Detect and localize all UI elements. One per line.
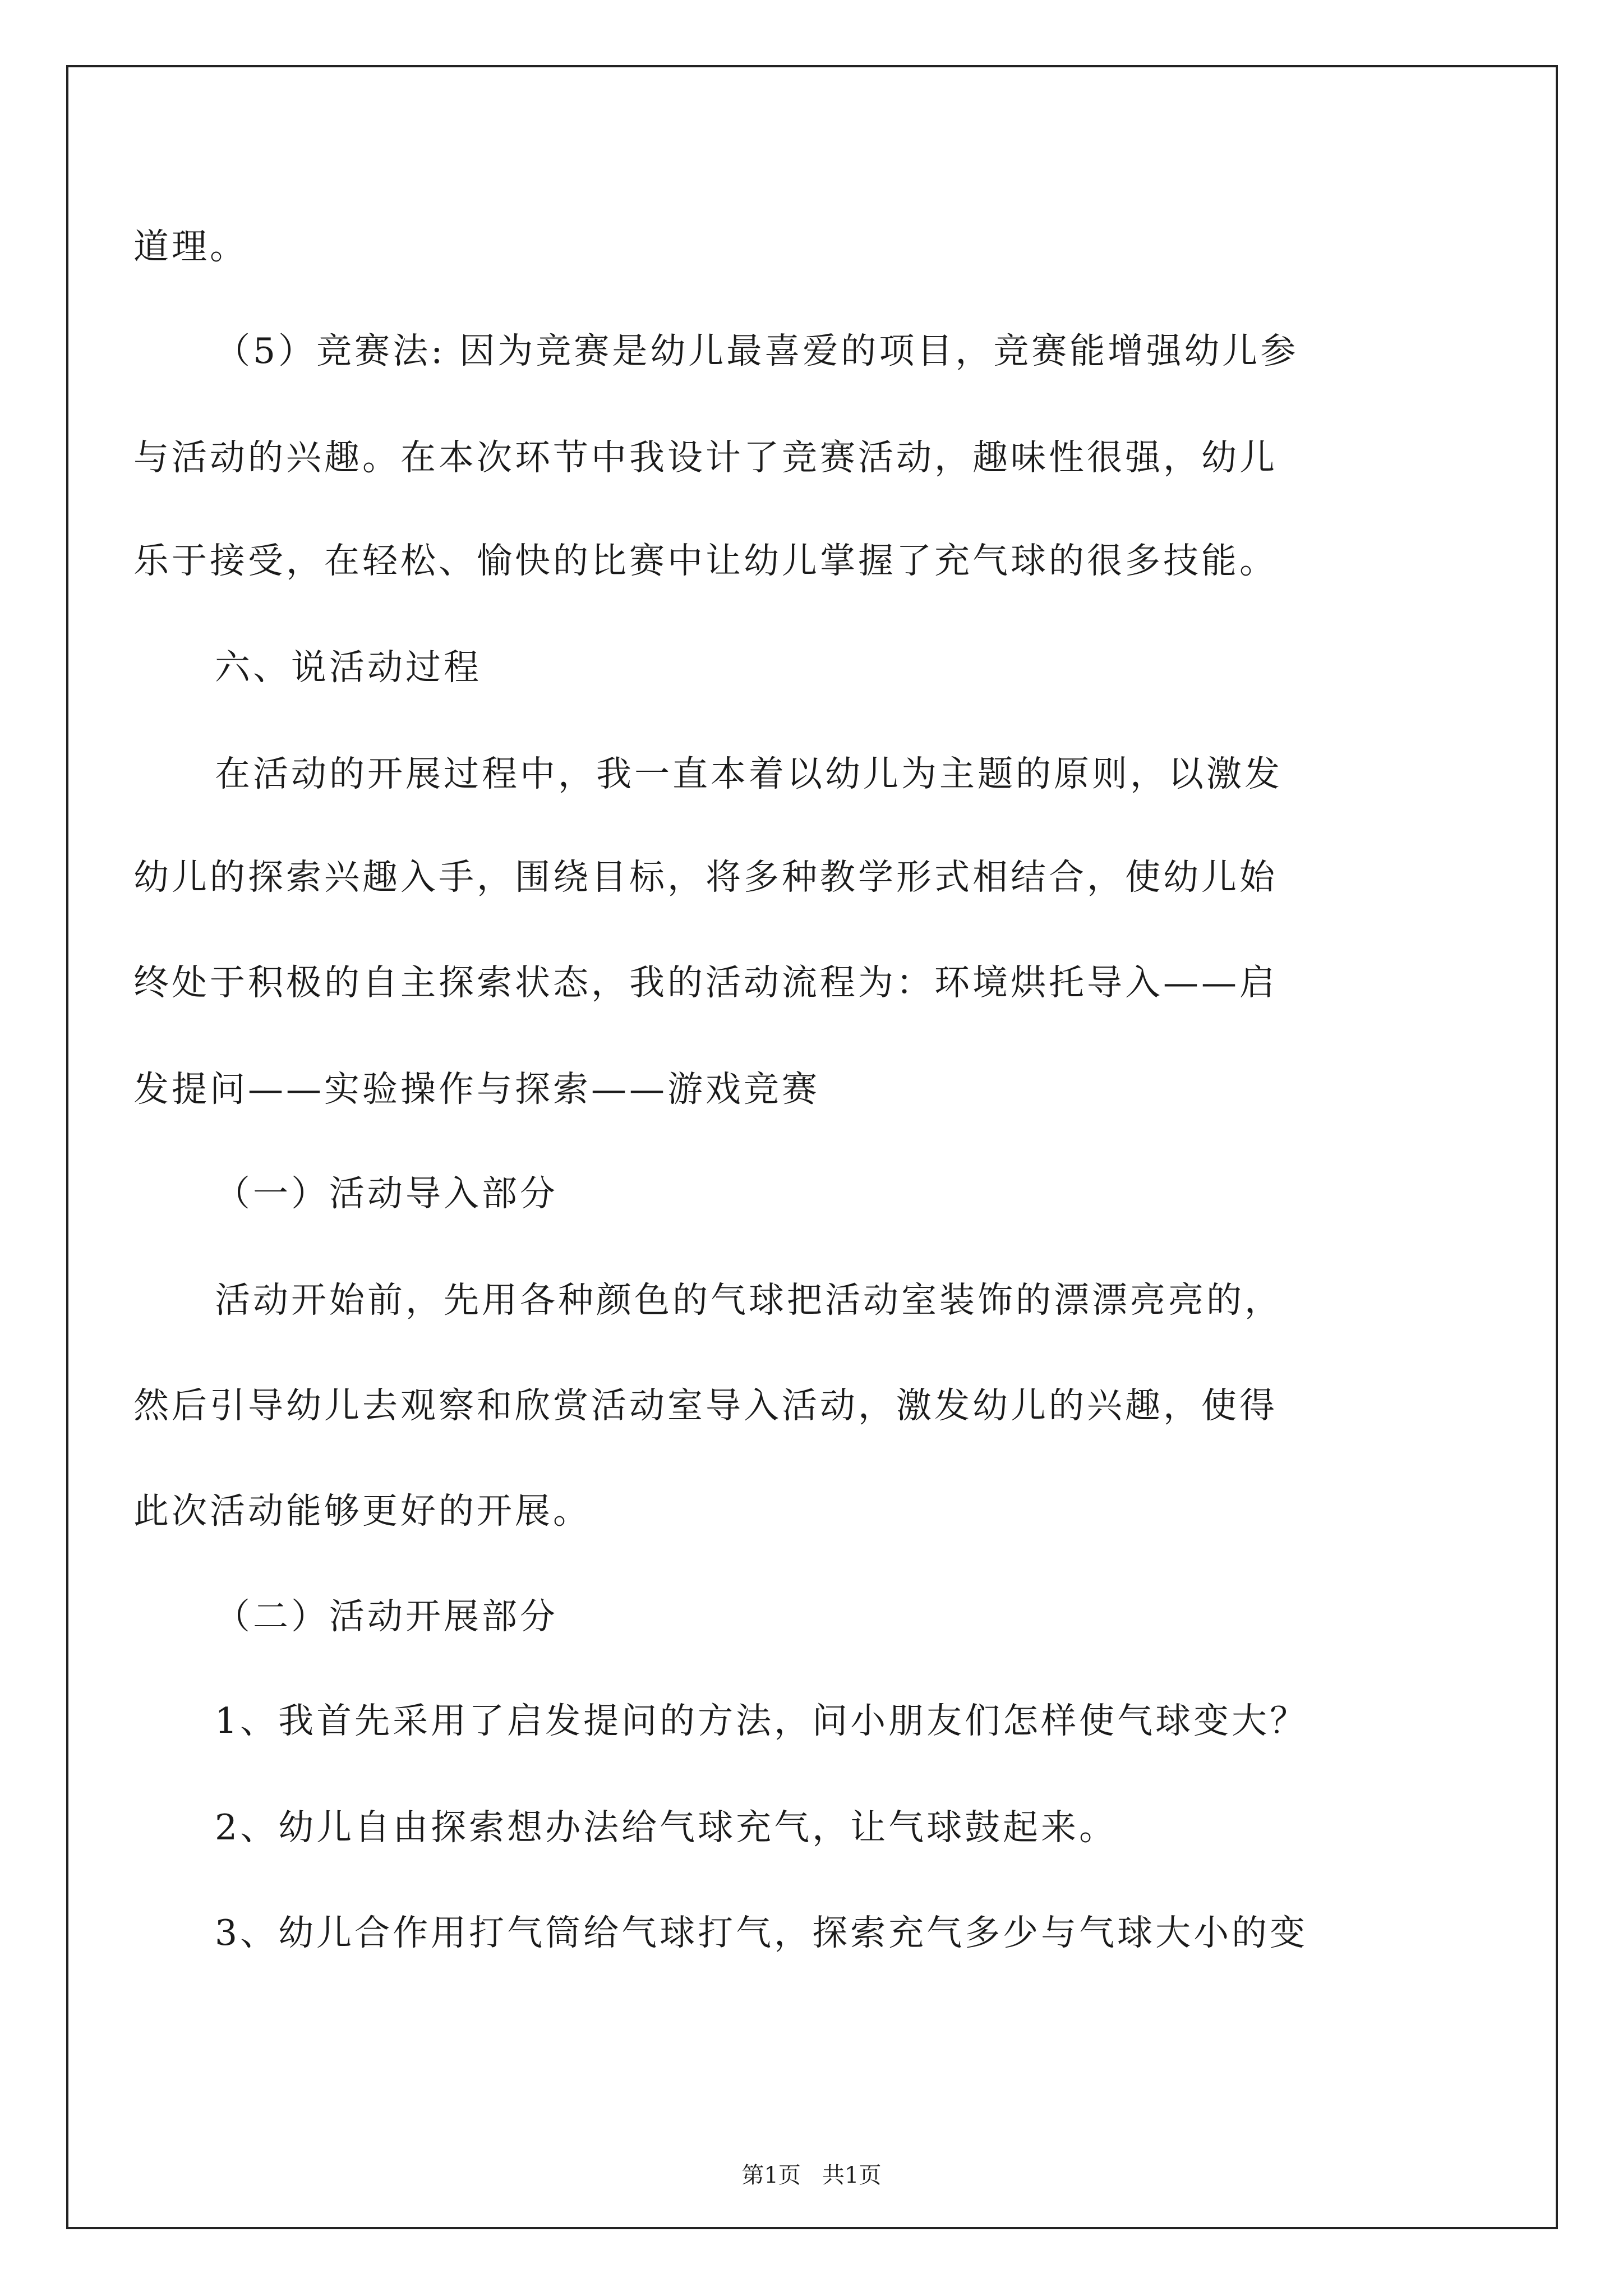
list-item: 1、我首先采用了启发提问的方法，问小朋友们怎样使气球变大？ bbox=[215, 1700, 1308, 1741]
section-heading: 六、说活动过程 bbox=[215, 647, 482, 688]
page-footer: 第1页 共1页 bbox=[741, 2162, 882, 2188]
text-line: 发提问——实验操作与探索——游戏竞赛 bbox=[133, 1069, 820, 1110]
list-item: 2、幼儿自由探索想办法给气球充气，让气球鼓起来。 bbox=[215, 1807, 1118, 1848]
text-line: 与活动的兴趣。在本次环节中我设计了竞赛活动，趣味性很强，幼儿 bbox=[133, 437, 1278, 478]
text-line: 此次活动能够更好的开展。 bbox=[133, 1490, 591, 1531]
text-line: 幼儿的探索兴趣入手，围绕目标，将多种教学形式相结合，使幼儿始 bbox=[133, 857, 1278, 898]
text-line: 终处于积极的自主探索状态，我的活动流程为：环境烘托导入——启 bbox=[133, 962, 1278, 1003]
list-item: 3、幼儿合作用打气筒给气球打气，探索充气多少与气球大小的变 bbox=[215, 1912, 1308, 1953]
subsection-heading: （二）活动开展部分 bbox=[215, 1596, 558, 1637]
text-line: 然后引导幼儿去观察和欣赏活动室导入活动，激发幼儿的兴趣，使得 bbox=[133, 1385, 1278, 1426]
text-line: （5）竞赛法: 因为竞赛是幼儿最喜爱的项目，竞赛能增强幼儿参 bbox=[215, 330, 1299, 371]
text-line: 道理。 bbox=[133, 226, 248, 267]
text-line: 乐于接受，在轻松、愉快的比赛中让幼儿掌握了充气球的很多技能。 bbox=[133, 540, 1278, 581]
text-line: 活动开始前，先用各种颜色的气球把活动室装饰的漂漂亮亮的， bbox=[215, 1280, 1283, 1320]
subsection-heading: （一）活动导入部分 bbox=[215, 1173, 558, 1214]
text-line: 在活动的开展过程中，我一直本着以幼儿为主题的原则，以激发 bbox=[215, 753, 1283, 794]
